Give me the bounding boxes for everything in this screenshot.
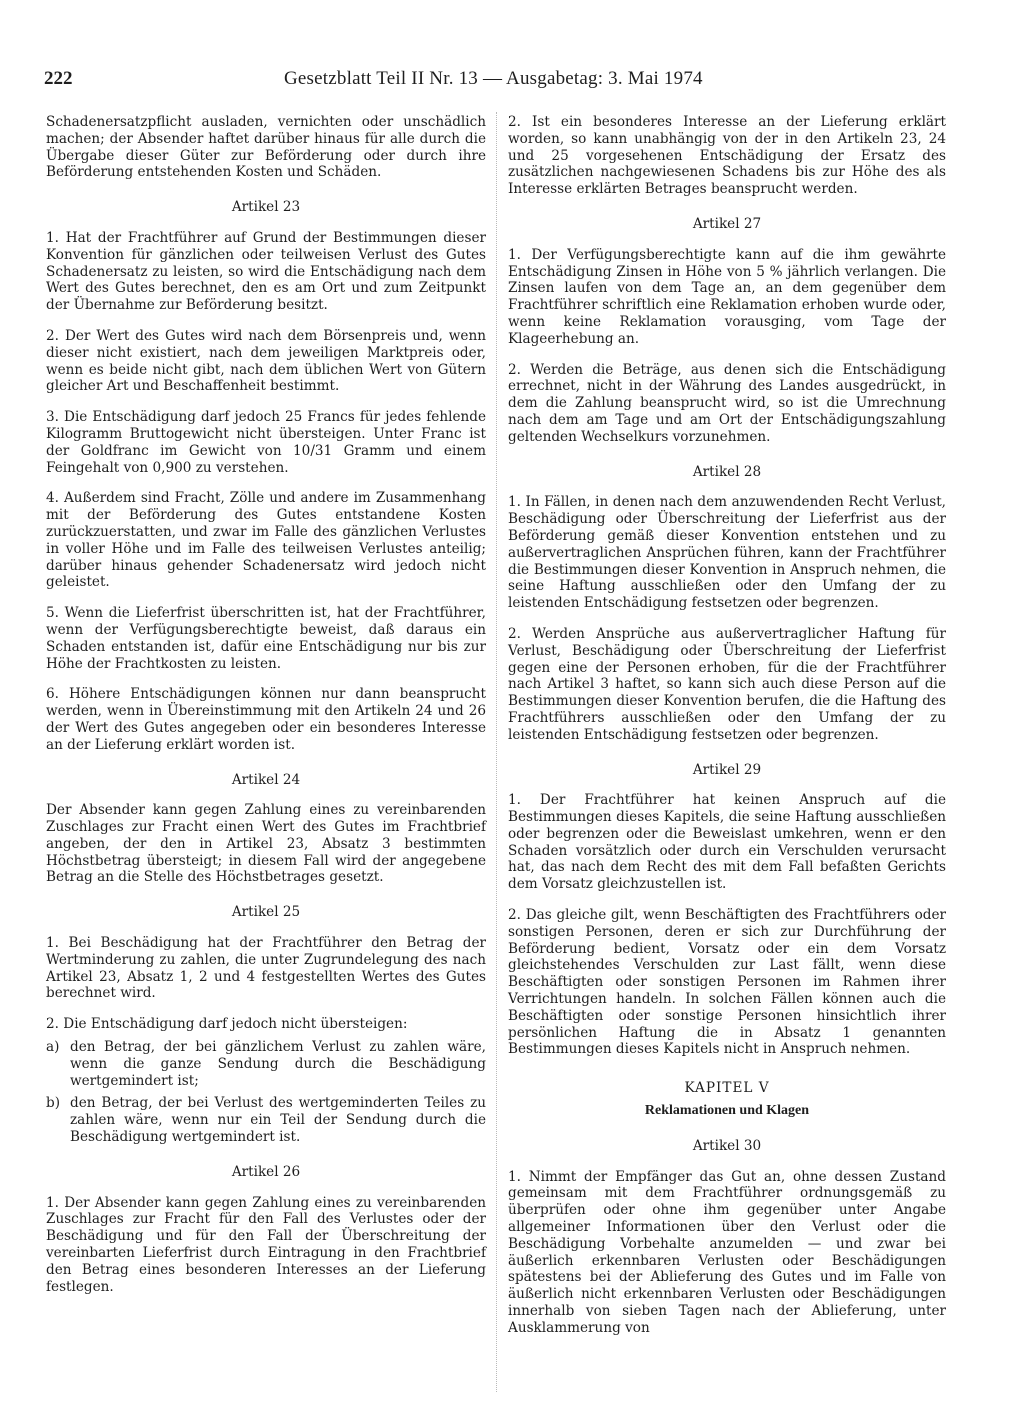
article-23-paragraph-4: 4. Außerdem sind Fracht, Zölle und andere im Zusammenhang mit der Beförderung des Gutes entstandene Kosten zurückzuerstatten, und zwar im Falle des gänzlichen Verlustes in voller Höhe und im Falle des teilweisen Verlustes anteilig; darüber hinaus gehender Schadenersatz wird jedoch nicht geleistet. xyxy=(46,490,486,591)
article-23-paragraph-5: 5. Wenn die Lieferfrist überschritten ist, hat der Frachtführer, wenn der Verfügungsberechtigte beweist, daß daraus ein Schaden entstanden ist, dafür eine Entschädigung nur bis zur Höhe der Frachtkosten zu leisten. xyxy=(46,605,486,672)
column-divider xyxy=(496,112,497,1392)
article-28-paragraph-2: 2. Werden Ansprüche aus außervertraglicher Haftung für Verlust, Beschädigung oder Überschreitung der Lieferfrist gegen eine der Personen erhoben, für die der Frachtführer nach Artikel 3 haftet, so kann sich auch diese Person auf die Bestimmungen dieser Konvention berufen, die die Haftung des Frachtführers ausschließen oder den Umfang der zu leistenden Entschädigung festsetzen oder begrenzen. xyxy=(508,625,946,743)
article-29-paragraph-2: 2. Das gleiche gilt, wenn Beschäftigten des Frachtführers oder sonstigen Personen, deren er sich zur Durchführung der Beförderung bedient, Vorsatz oder ein dem Vorsatz gleichstehendes Verschulden zur Last fällt, wenn diese Beschäftigten oder sonstigen Personen im Rahmen ihrer Verrichtungen handeln. In solchen Fällen können auch die Beschäftigten oder sonstige Personen hinsichtlich ihrer persönlichen Haftung die in Absatz 1 genannten Bestimmungen dieses Kapitels nicht in Anspruch nehmen. xyxy=(508,907,946,1058)
right-intro-paragraph: 2. Ist ein besonderes Interesse an der Lieferung erklärt worden, so kann unabhängig von der in den Artikeln 23, 24 und 25 vorgesehenen Entschädigung der Ersatz des zusätzlichen nachgewiesenen Schadens bis zur Höhe des als Interesse erklärten Betrages beansprucht werden. xyxy=(508,114,946,198)
list-marker: b) xyxy=(46,1095,61,1112)
article-23-paragraph-3: 3. Die Entschädigung darf jedoch 25 Francs für jedes fehlende Kilogramm Bruttogewicht nicht übersteigen. Unter Franc ist der Goldfranc im Gewicht von 10/31 Gramm und einem Feingehalt von 0,900 zu verstehen. xyxy=(46,409,486,476)
article-26-heading: Artikel 26 xyxy=(231,1163,301,1180)
article-25-paragraph-1: 1. Bei Beschädigung hat der Frachtführer den Betrag der Wertminderung zu zahlen, die unter Zugrundelegung des nach Artikel 23, Absatz 1, 2 und 4 festgestellten Wertes des Gutes berechnet wird. xyxy=(46,935,486,1002)
article-28-paragraph-1: 1. In Fällen, in denen nach dem anzuwendenden Recht Verlust, Beschädigung oder Überschreitung der Lieferfrist aus der Beförderung gemäß dieser Konvention entstehen und zu außervertraglichen Ansprüchen führen, kann der Frachtführer die Bestimmungen dieser Konvention in Anspruch nehmen, die seine Haftung ausschließen oder den Umfang der zu leistenden Entschädigung festsetzen oder begrenzen. xyxy=(508,494,946,612)
list-item xyxy=(46,1095,486,1145)
article-26-paragraph-1: 1. Der Absender kann gegen Zahlung eines zu vereinbarenden Zuschlages zur Fracht für den Fall des Verlustes oder der Beschädigung und für den Fall der Überschreitung der vereinbarten Lieferfrist durch Eintragung in den Frachtbrief den Betrag eines besonderen Interesses an der Lieferung festlegen. xyxy=(46,1194,486,1295)
article-24-paragraph-1: Der Absender kann gegen Zahlung eines zu vereinbarenden Zuschlages zur Fracht einen Wert des Gutes im Frachtbrief angeben, der den in Artikel 23, Absatz 3 bestimmten Höchstbetrag übersteigt; in diesem Fall wird der angegebene Betrag an die Stelle des Höchstbetrages gesetzt. xyxy=(46,802,486,886)
article-27-paragraph-2: 2. Werden die Beträge, aus denen sich die Entschädigung errechnet, nicht in der Währung des Landes ausgedrückt, in dem die Zahlung beansprucht wird, so ist die Umrechnung nach dem am Tage und am Ort der Entschädigungszahlung geltenden Wechselkurs vorzunehmen. xyxy=(508,361,946,445)
article-30-heading: Artikel 30 xyxy=(692,1137,762,1154)
page-number: 222 xyxy=(44,68,73,89)
article-29-heading: Artikel 29 xyxy=(692,761,762,778)
article-27-paragraph-1: 1. Der Verfügungsberechtigte kann auf die ihm gewährte Entschädigung Zinsen in Höhe von 5 % jährlich verlangen. Die Zinsen laufen von dem Tage an, an dem gegenüber dem Frachtführer schriftlich eine Reklamation erhoben wurde oder, wenn keine Reklamation vorausging, vom Tage der Klageerhebung an. xyxy=(508,246,946,347)
article-23-paragraph-6: 6. Höhere Entschädigungen können nur dann beansprucht werden, wenn in Übereinstimmung mit den Artikeln 24 und 26 der Wert des Gutes angegeben oder ein besonderes Interesse an der Lieferung erklärt worden ist. xyxy=(46,686,486,753)
page-header xyxy=(44,68,984,98)
chapter-heading: KAPITEL V xyxy=(684,1080,770,1097)
list-item-text: den Betrag, der bei Verlust des wertgeminderten Teiles zu zahlen wäre, wenn nur ein Teil der Sendung durch die Beschädigung wertgemindert ist. xyxy=(70,1095,486,1146)
article-25-paragraph-2: 2. Die Entschädigung darf jedoch nicht übersteigen: xyxy=(46,1016,408,1033)
article-30-paragraph-1: 1. Nimmt der Empfänger das Gut an, ohne dessen Zustand gemeinsam mit dem Frachtführer ordnungsgemäß zu überprüfen oder ohne ihm gegenüber unter Angabe allgemeiner Informationen über den Verlust oder die Beschädigung Vorbehalte anzumelden — und zwar bei äußerlich erkennbaren Verlusten oder Beschädigungen spätestens bei der Ablieferung des Gutes und im Falle von äußerlich nicht erkennbaren Verlusten oder Beschädigungen innerhalb von sieben Tagen nach der Ablieferung, unter Ausklammerung von xyxy=(508,1168,946,1336)
running-title: Gesetzblatt Teil II Nr. 13 — Ausgabetag: 3. Mai 1974 xyxy=(284,68,703,89)
chapter-subtitle: Reklamationen und Klagen xyxy=(644,1103,810,1119)
article-23-paragraph-2: 2. Der Wert des Gutes wird nach dem Börsenpreis und, wenn dieser nicht existiert, nach dem jeweiligen Marktpreis oder, wenn es beide nicht gibt, nach dem üblichen Wert von Gütern gleicher Art und Beschaffenheit bestimmt. xyxy=(46,327,486,395)
article-25-list xyxy=(46,1039,486,1146)
article-23-paragraph-1: 1. Hat der Frachtführer auf Grund der Bestimmungen dieser Konvention für gänzlichen oder teilweisen Verlust des Gutes Schadenersatz zu leisten, so wird die Entschädigung nach dem Wert des Gutes berechnet, den es am Ort und zum Zeitpunkt der Übernahme zur Beförderung besitzt. xyxy=(46,229,486,314)
article-24-heading: Artikel 24 xyxy=(231,771,301,788)
left-intro-paragraph: Schadenersatzpflicht ausladen, vernichten oder unschädlich machen; der Absender haftet darüber hinaus für alle durch die Übergabe dieser Güter zur Beförderung oder durch ihre Beförderung entstehenden Kosten und Schäden. xyxy=(46,114,486,181)
right-column xyxy=(508,114,946,1351)
article-28-heading: Artikel 28 xyxy=(692,463,762,480)
list-item xyxy=(46,1039,486,1089)
article-25-heading: Artikel 25 xyxy=(231,904,301,921)
list-marker: a) xyxy=(46,1039,60,1056)
left-column xyxy=(46,114,486,1309)
article-23-heading: Artikel 23 xyxy=(231,199,301,216)
article-27-heading: Artikel 27 xyxy=(692,215,762,232)
article-29-paragraph-1: 1. Der Frachtführer hat keinen Anspruch auf die Bestimmungen dieses Kapitels, die seine Haftung ausschließen oder begrenzen oder die Beweislast umkehren, wenn er den Schaden vorsätzlich oder durch ein Verschulden verursacht hat, das nach dem Recht des mit dem Fall befaßten Gerichts dem Vorsatz gleichzustellen ist. xyxy=(508,792,946,893)
list-item-text: den Betrag, der bei gänzlichem Verlust zu zahlen wäre, wenn die ganze Sendung durch die Beschädigung wertgemindert ist; xyxy=(70,1039,486,1089)
